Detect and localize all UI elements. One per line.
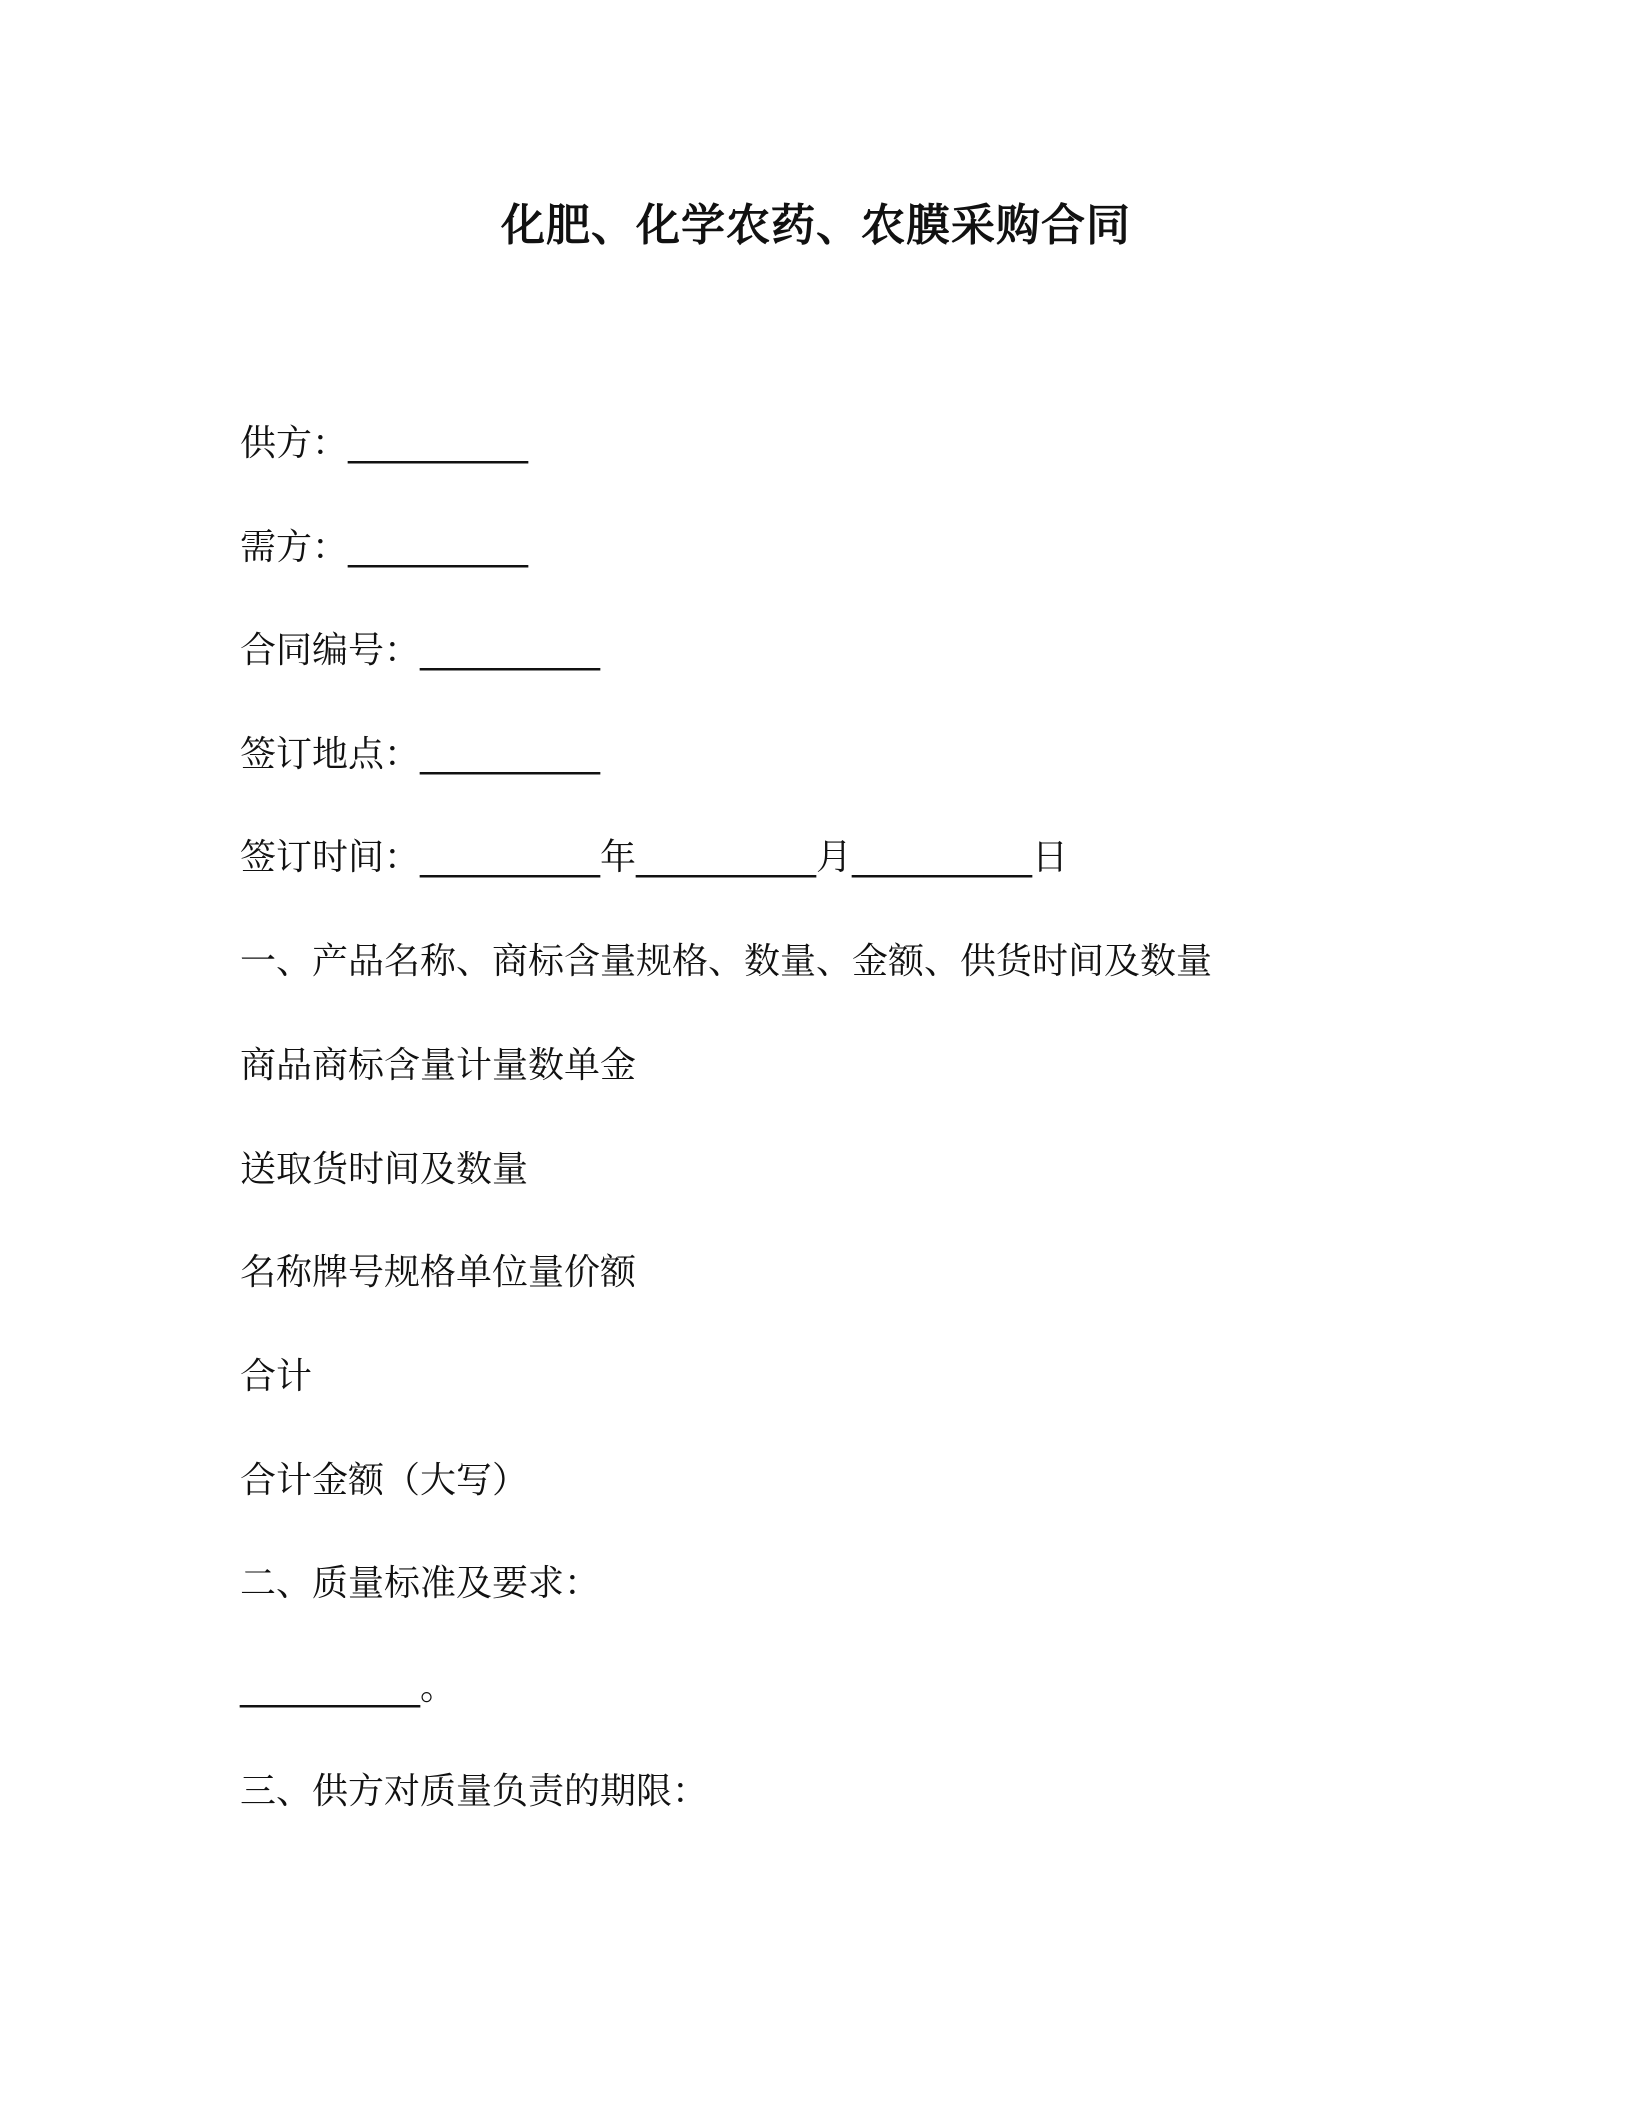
- section-2-heading: 二、质量标准及要求：: [240, 1563, 601, 1604]
- section-3-heading: 三、供方对质量负责的期限：: [240, 1771, 709, 1812]
- contract-number-field: 合同编号：__________: [240, 630, 601, 671]
- table-header-row-1: 商品商标含量计量数单金: [240, 1045, 637, 1086]
- quality-standard-blank: __________。: [240, 1667, 457, 1708]
- buyer-field: 需方：__________: [240, 527, 529, 568]
- total-amount-words: 合计金额（大写）: [240, 1460, 529, 1501]
- signing-place-field: 签订地点：__________: [240, 734, 601, 775]
- signing-date-field: 签订时间：__________年__________月__________日: [240, 837, 1069, 878]
- section-1-heading: 一、产品名称、商标含量规格、数量、金额、供货时间及数量: [240, 941, 1213, 982]
- document-title: 化肥、化学农药、农膜采购合同: [501, 200, 1131, 251]
- supplier-field: 供方：__________: [240, 423, 529, 464]
- table-header-row-3: 名称牌号规格单位量价额: [240, 1252, 637, 1293]
- total-row: 合计: [240, 1356, 313, 1397]
- table-header-row-2: 送取货时间及数量: [240, 1149, 529, 1190]
